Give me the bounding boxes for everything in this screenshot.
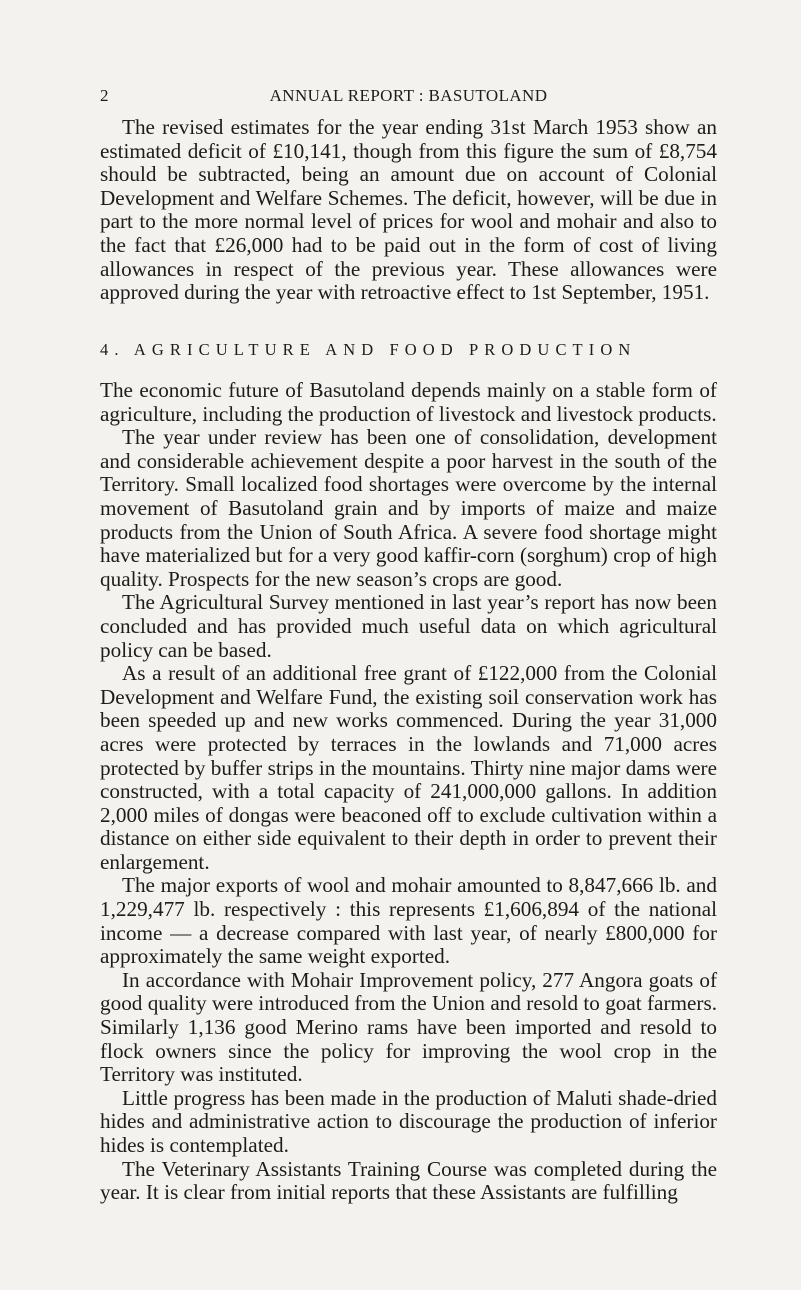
- paragraph: The major exports of wool and mohair amounted to 8,847,666 lb. and 1,229,477 lb. respectively : this represents £1,606,894 of the national income — a decrease compared with last year, of nearly £800,000 for approximately the same weight exported.: [100, 873, 717, 969]
- paragraph: The economic future of Basutoland depends mainly on a stable form of agriculture, including the production of livestock and livestock products.: [100, 378, 717, 426]
- paragraph: The year under review has been one of consolidation, development and considerable achievement despite a poor harvest in the south of the Territory. Small localized food shortages were overcome by the internal movement of Basutoland grain and by imports of maize and maize products from the Union of South Africa. A severe food shortage might have materialized but for a very good kaffir-corn (sorghum) crop of high quality. Prospects for the new season’s crops are good.: [100, 425, 717, 591]
- section-text-block: [100, 379, 717, 1205]
- section-heading: 4. AGRICULTURE AND FOOD PRODUCTION: [100, 340, 637, 359]
- paragraph: In accordance with Mohair Improvement policy, 277 Angora goats of good quality were introduced from the Union and resold to goat farmers. Similarly 1,136 good Merino rams have been imported and resold to flock owners since the policy for improving the wool crop in the Territory was instituted.: [100, 967, 717, 1087]
- running-title: ANNUAL REPORT : BASUTOLAND: [269, 86, 548, 105]
- paragraph: Little progress has been made in the production of Maluti shade-dried hides and administrative action to discourage the production of inferior hides is contemplated.: [100, 1085, 717, 1157]
- page-header: [100, 86, 717, 112]
- paragraph: The revised estimates for the year ending 31st March 1953 show an estimated deficit of £10,141, though from this figure the sum of £8,754 should be subtracted, being an amount due on account of Colonial Development and Welfare Schemes. The deficit, however, will be due in part to the more normal level of prices for wool and mohair and also to the fact that £26,000 had to be paid out in the form of cost of living allowances in respect of the previous year. These allowances were approved during the year with retroactive effect to 1st September, 1951.: [100, 115, 717, 305]
- paragraph: As a result of an additional free grant of £122,000 from the Colonial Development and Welfare Fund, the existing soil conservation work has been speeded up and new works commenced. During the year 31,000 acres were protected by terraces in the lowlands and 71,000 acres protected by buffer strips in the mountains. Thirty nine major dams were constructed, with a total capacity of 241,000,000 gallons. In addition 2,000 miles of dongas were beaconed off to exclude cultivation within a distance on either side equivalent to their depth in order to prevent their enlargement.: [100, 661, 717, 874]
- paragraph: The Agricultural Survey mentioned in last year’s report has now been concluded and has provided much useful data on which agricultural policy can be based.: [100, 590, 717, 662]
- paragraph: The Veterinary Assistants Training Course was completed during the year. It is clear from initial reports that these Assistants are fulfilling: [100, 1156, 717, 1205]
- page-number: 2: [100, 86, 109, 105]
- intro-text-block: [100, 116, 717, 305]
